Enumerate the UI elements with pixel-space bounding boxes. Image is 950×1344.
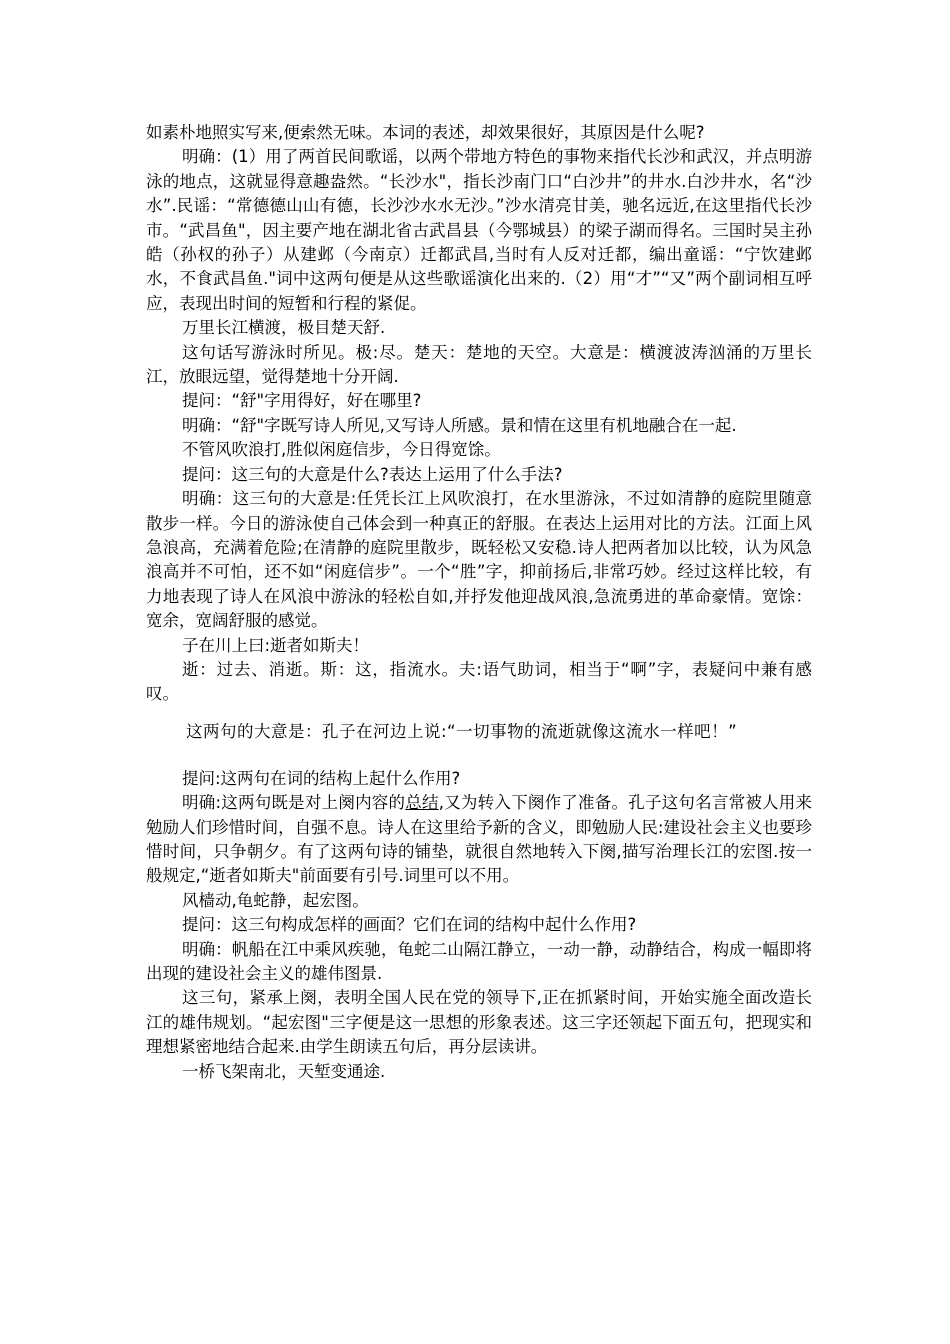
paragraph: 提问:这两句在词的结构上起什么作用? <box>182 768 461 788</box>
paragraph: 万里长江横渡，极目楚天舒. <box>182 318 386 338</box>
paragraph: 这两句的大意是：孔子在河边上说:“一切事物的流逝就像这流水一样吧！” <box>186 721 738 741</box>
paragraph: 这句话写游泳时所见。极:尽。楚天：楚地的天空。大意是：横渡波涛汹涌的万里长江，放眼远望，觉得楚地十分开阔. <box>146 342 812 387</box>
underlined-term: 总结 <box>405 793 439 813</box>
paragraph-text: 明确:这两句既是对上阕内容的 <box>182 793 406 813</box>
paragraph: 子在川上曰:逝者如斯夫！ <box>182 635 370 655</box>
paragraph: 一桥飞架南北，天堑变通途. <box>182 1061 386 1081</box>
document-body <box>146 121 812 1084</box>
paragraph: 明确：“舒"字既写诗人所见,又写诗人所感。景和情在这里有机地融合在一起. <box>182 415 737 435</box>
paragraph: 明确：这三句的大意是:任凭长江上风吹浪打，在水里游泳，不过如清静的庭院里随意散步一样。今日的游泳使自己体会到一种真正的舒服。在表达上运用对比的方法。江面上风急浪高，充满着危险;在清静的庭院里散步，既轻松又安稳.诗人把两者加以比较，认为风急浪高并不可怕，还不如“闲庭信步”。一个“胜”字，抑前扬后,非常巧妙。经过这样比较，有力地表现了诗人在风浪中游泳的轻松自如,并抒发他迎战风浪,急流勇进的革命豪情。宽馀：宽余，宽阔舒服的感觉。 <box>146 489 812 631</box>
paragraph <box>146 791 812 889</box>
paragraph: 风樯动,龟蛇静，起宏图。 <box>182 890 369 910</box>
paragraph: 明确：(1）用了两首民间歌谣，以两个带地方特色的事物来指代长沙和武汉，并点明游泳的地点，这就显得意趣盎然。“长沙水"，指长沙南门口“白沙井”的井水.白沙井水，名“沙水”.民谣：“常德德山山有德，长沙沙水水无沙。”沙水清亮甘美，驰名远近,在这里指代长沙市。“武昌鱼"，因主要产地在湖北省古武昌县（今鄂城县）的梁子湖而得名。三国时吴主孙皓（孙权的孙子）从建邺（今南京）迁都武昌,当时有人反对迁都，编出童谣：“宁饮建邺水，不食武昌鱼."词中这两句便是从这些歌谣演化出来的.（2）用“才”“又”两个副词相互呼应，表现出时间的短暂和行程的紧促。 <box>146 147 812 313</box>
paragraph: 如素朴地照实写来,便索然无味。本词的表述，却效果很好，其原因是什么呢? <box>146 123 705 142</box>
paragraph: 这三句，紧承上阕，表明全国人民在党的领导下,正在抓紧时间，开始实施全面改造长江的雄伟规划。“起宏图"三字便是这一思想的形象表述。这三字还领起下面五句，把现实和理想紧密地结合起来.由学生朗读五句后，再分层读讲。 <box>146 988 812 1057</box>
paragraph-text: ,又为转入下阕作了准备。孔子这句名言常被人用来勉励人们珍惜时间，自强不息。诗人在这里给予新的含义，即勉励人民:建设社会主义也要珍惜时间，只争朝夕。有了这两句诗的铺垫，就很自然地转入下阕,描写治理长江的宏图.按一般规定,“逝者如斯夫"前面要有引号.词里可以不用。 <box>146 793 813 886</box>
paragraph: 明确：帆船在江中乘风疾驰，龟蛇二山隔江静立，一动一静，动静结合，构成一幅即将出现的建设社会主义的雄伟图景. <box>146 939 812 983</box>
paragraph: 逝：过去、消逝。斯：这，指流水。夫:语气助词，相当于“啊”字，表疑问中兼有感叹。 <box>146 659 812 704</box>
paragraph: 提问：“舒"字用得好，好在哪里? <box>182 391 422 411</box>
paragraph: 提问：这三句的大意是什么?表达上运用了什么手法? <box>182 464 563 484</box>
paragraph: 不管风吹浪打,胜似闲庭信步，今日得宽馀。 <box>182 440 501 460</box>
paragraph: 提问：这三句构成怎样的画面？它们在词的结构中起什么作用? <box>182 915 637 935</box>
